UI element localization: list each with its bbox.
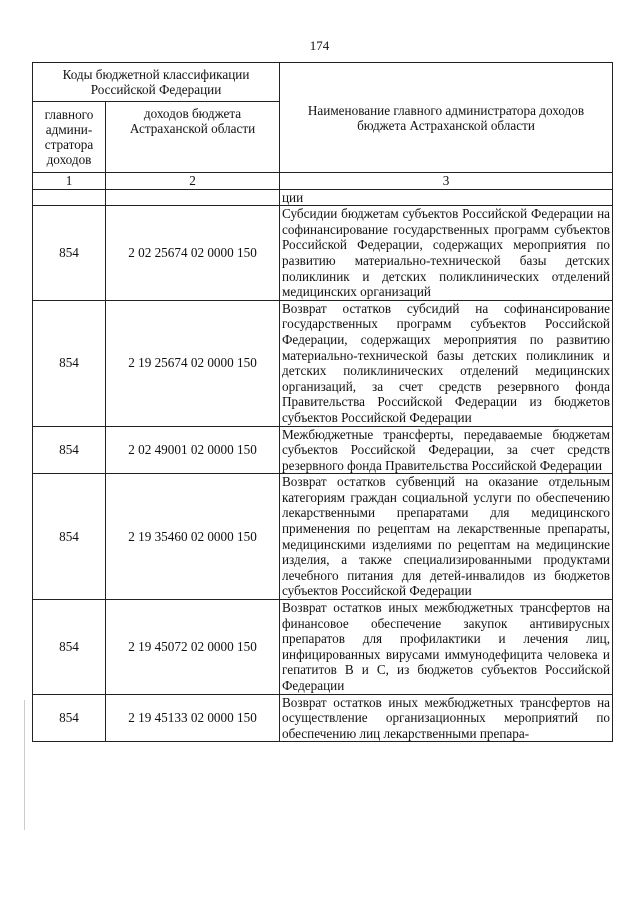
income-name: Возврат остатков субсидий на софинансирование государственных программ субъектов Российской Федерации, содержащих мероприятия по развитию материально-технической базы детских поликлиник и детских поликлинических отделений медицинских организаций, за счет средств резервного фонда Правительства Российской Федерации из бюджетов субъектов Российской Федерации [280, 300, 613, 426]
income-code: 2 02 25674 02 0000 150 [106, 206, 280, 301]
admin-code: 854 [33, 300, 106, 426]
column-number-1: 1 [33, 173, 106, 190]
binding-margin-mark [24, 700, 25, 830]
budget-classification-table [32, 62, 613, 742]
admin-code: 854 [33, 426, 106, 474]
income-name: Возврат остатков иных межбюджетных трансфертов на осуществление организационных мероприятий по обеспечению лиц лекарственными препара- [280, 694, 613, 742]
table-row [33, 426, 613, 474]
continuation-row [33, 189, 613, 206]
continuation-text: ции [280, 189, 613, 206]
page-number: 174 [309, 38, 330, 53]
admin-code: 854 [33, 474, 106, 600]
table-row [33, 694, 613, 742]
income-name: Возврат остатков иных межбюджетных трансфертов на финансовое обеспечение закупок антивирусных препаратов для профилактики и лечения лиц, инфицированных вирусами иммунодефицита человека и гепатитов B и C, из бюджетов субъектов Российской Федерации [280, 600, 613, 695]
admin-code: 854 [33, 600, 106, 695]
admin-code: 854 [33, 206, 106, 301]
income-code: 2 19 25674 02 0000 150 [106, 300, 280, 426]
header-main-administrator: главного админи-стратора доходов [33, 102, 106, 173]
income-code: 2 19 35460 02 0000 150 [106, 474, 280, 600]
column-number-row [33, 173, 613, 190]
income-code: 2 19 45133 02 0000 150 [106, 694, 280, 742]
table-row [33, 206, 613, 301]
header-budget-income: доходов бюджета Астраханской области [106, 102, 280, 173]
table-row [33, 300, 613, 426]
admin-code: 854 [33, 694, 106, 742]
table-row [33, 600, 613, 695]
income-name: Субсидии бюджетам субъектов Российской Федерации на софинансирование государственных программ субъектов Российской Федерации, содержащих мероприятия по развитию материально-технической базы детских поликлиник и детских поликлинических отделений медицинских организаций [280, 206, 613, 301]
header-administrator-name: Наименование главного администратора доходов бюджета Астраханской области [280, 63, 613, 173]
header-codes-group: Коды бюджетной классификации Российской Федерации [33, 63, 280, 102]
income-name: Межбюджетные трансферты, передаваемые бюджетам субъектов Российской Федерации, за счет средств резервного фонда Правительства Российской Федерации [280, 426, 613, 474]
income-code: 2 19 45072 02 0000 150 [106, 600, 280, 695]
income-name: Возврат остатков субвенций на оказание отдельным категориям граждан социальной услуги по обеспечению лекарственными препаратами для медицинского применения по рецептам на лекарственные препараты, медицинскими изделиями по рецептам на медицинские изделия, а также специализированными продуктами лечебного питания для детей-инвалидов из бюджетов субъектов Российской Федерации [280, 474, 613, 600]
table-row [33, 474, 613, 600]
income-code: 2 02 49001 02 0000 150 [106, 426, 280, 474]
header-row-group [33, 63, 613, 102]
column-number-2: 2 [106, 173, 280, 190]
column-number-3: 3 [280, 173, 613, 190]
